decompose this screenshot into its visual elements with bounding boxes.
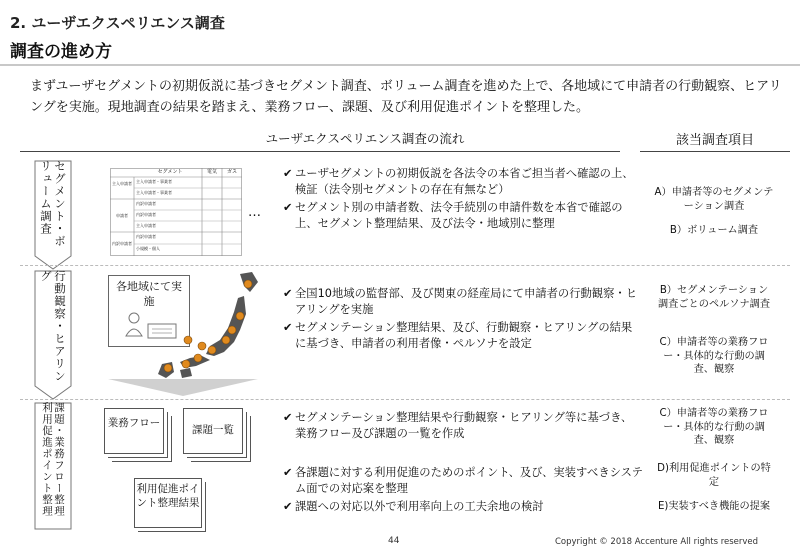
table-cell: 主入申請者・事業者 [136, 190, 172, 195]
region-callout-text: 各地域にて実施 [116, 280, 182, 308]
bullet-item: ✔ セグメンテーション整理結果や行動観察・ヒアリング等に基づき、業務フロー及び課題の一覧を作成 [283, 411, 633, 440]
items-header-rule [640, 151, 790, 152]
japan-map-icon [140, 268, 280, 380]
row-separator [20, 265, 790, 266]
items-column-header: 該当調査項目 [675, 133, 754, 148]
flow-column-header: ユーザエクスペリエンス調査の流れ [265, 131, 465, 146]
page-title: 調査の進め方 [10, 42, 112, 62]
stage-issues [34, 402, 72, 530]
item-persona-survey: B）セグメンテーション調査ごとのペルソナ調査 [657, 285, 771, 310]
table-header-electric: 電気 [206, 169, 217, 175]
bullet-item: ✔ 全国10地域の監督部、及び関東の経産局にて申請者の行動観察・ヒアリングを実施 [283, 287, 637, 316]
issue-list-label: 課題一覧 [192, 424, 234, 436]
table-cell: 主入申請者 [112, 181, 132, 186]
stage-label: セグメント・ボリューム調査 [39, 160, 67, 248]
check-icon: ✔ [283, 201, 293, 214]
table-cell: 主入申請者・事業者 [136, 179, 172, 184]
table-header-segment: セグメント [157, 169, 183, 175]
table-cell: 内訳申請者 [136, 201, 156, 206]
item-volume-survey: B）ボリューム調査 [669, 225, 759, 236]
item-workflow-observation: C）申請者等の業務フロー・具体的な行動の調査、観察 [659, 408, 769, 446]
stage-observation [34, 270, 72, 400]
promotion-result-document [134, 478, 202, 528]
stage3-bullets-a [283, 410, 643, 444]
table-cell: 小規模・個人 [136, 246, 160, 251]
downward-chevron-icon [108, 379, 258, 397]
check-icon: ✔ [283, 287, 293, 300]
business-flow-label: 業務フロー [107, 417, 161, 429]
check-icon: ✔ [283, 500, 293, 513]
stage1-bullets [283, 166, 643, 234]
title-divider [0, 64, 800, 66]
check-icon: ✔ [283, 466, 293, 479]
stage-segment-volume [34, 160, 72, 270]
table-cell: 内訳申請者 [136, 212, 156, 217]
bullet-item: ✔ ユーザセグメントの初期仮説を各法令の本省ご担当者へ確認の上、検証（法令別セグメントの存在有無など） [283, 167, 634, 196]
item-workflow-observation: C）申請者等の業務フロー・具体的な行動の調査、観察 [659, 337, 769, 375]
item-feature-proposal: E)実装すべき機能の提案 [657, 501, 771, 512]
stage3-bullets-b [283, 465, 643, 517]
table-cell: 主入申請者 [136, 223, 156, 228]
item-segmentation-survey: A）申請者等のセグメンテーション調査 [654, 187, 774, 212]
page-number: 44 [388, 536, 400, 546]
bullet-item: ✔ 各課題に対する利用促進のためのポイント、及び、実装すべきシステム面での対応案を整理 [283, 466, 643, 495]
promotion-result-label: 利用促進ポイント整理結果 [136, 483, 200, 509]
intro-text: まずユーザセグメントの初期仮説に基づきセグメント調査、ボリューム調査を進めた上で、各地域にて申請者の行動観察、ヒアリングを実施。現地調査の結果を踏まえ、業務フロー、課題、及び利用促進ポイントを整理した。 [30, 79, 782, 115]
business-flow-document [104, 408, 164, 454]
check-icon: ✔ [283, 167, 293, 180]
table-cell: 申請者 [116, 213, 128, 218]
bullet-item: ✔ セグメント別の申請者数、法令手続別の申請件数を本省で確認の上、セグメント整理結果、及び法令・地域別に整理 [283, 201, 623, 230]
section-heading: 2. ユーザエクスペリエンス調査 [10, 14, 225, 32]
bullet-item: ✔ 課題への対応以外で利用率向上の工夫余地の検討 [283, 500, 544, 513]
table-cell: 内訳申請者 [136, 234, 156, 239]
flow-header-rule [20, 151, 620, 152]
table-header-gas: ガス [226, 169, 237, 175]
table-cell: 内訳申請者 [112, 241, 132, 246]
stage-label: 課題・業務フロー整理利用促進ポイント整理 [41, 402, 65, 517]
stage-label: 行動観察・ヒアリング [39, 270, 67, 383]
check-icon: ✔ [283, 321, 293, 334]
copyright: Copyright © 2018 Accenture All rights reserved [555, 537, 759, 547]
item-promotion-points: D)利用促進ポイントの特定 [657, 463, 771, 488]
bullet-item: ✔ セグメンテーション整理結果、及び、行動観察・ヒアリングの結果に基づき、申請者の利用者像・ペルソナを設定 [283, 321, 633, 350]
issue-list-document [183, 408, 243, 454]
stage2-bullets [283, 286, 643, 354]
check-icon: ✔ [283, 411, 293, 424]
row-separator [20, 399, 790, 400]
ellipsis: … [248, 205, 261, 220]
